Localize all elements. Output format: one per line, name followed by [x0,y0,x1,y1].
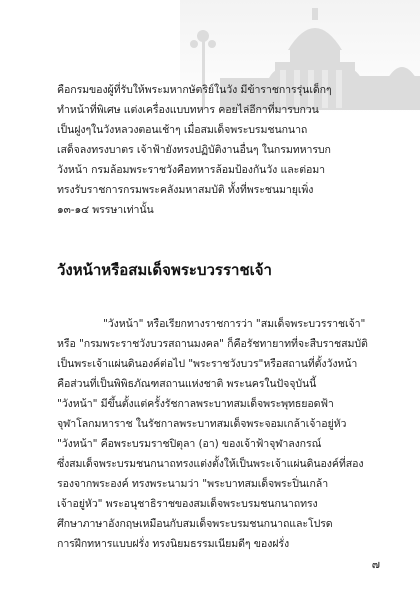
text-line: ศึกษาภาษาอังกฤษเหมือนกับสมเด็จพระบรมชนกนาถและโปรด [57,518,333,530]
text-line: ๑๓-๑๔ พรรษาเท่านั้น [57,204,154,216]
page-number: ๗ [371,558,380,571]
text-line: เสด็จลงทรงบาตร เจ้าฟ้ายังทรงปฏิบัติงานอื่นๆ ในกรมทหารบก [57,144,331,156]
text-line: การฝึกทหารแบบฝรั่ง ทรงนิยมธรรมเนียมดีๆ ของฝรั่ง [57,538,290,550]
text-line: "วังหน้า" มีขึ้นตั้งแต่ครั้งรัชกาลพระบาทสมเด็จพระพุทธยอดฟ้า [57,398,334,410]
text-line: "วังหน้า" หรือเรียกทางราชการว่า "สมเด็จพระบวรราชเจ้า" [103,318,366,330]
text-line: "วังหน้า" คือพระบรมราชปิตุลา (อา) ของเจ้าฟ้าจุฬาลงกรณ์ [57,438,322,450]
text-line: คือกรมของผู้ที่รับให้พระมหากษัตริย์ในวัง มีข้าราชการรุ่นเด็กๆ [57,84,332,96]
text-line: ซึ่งสมเด็จพระบรมชนกนาถทรงแต่งตั้งให้เป็นพระเจ้าแผ่นดินองค์ที่สอง [57,458,364,470]
section-heading: วังหน้าหรือสมเด็จพระบวรราชเจ้า [57,261,272,279]
text-line: ทรงรับราชการกรมพระคลังมหาสมบัติ ทั้งที่พระชนมายุเพิ่ง [57,184,314,196]
text-line: เป็นฝูงๆในวังหลวงตอนเช้าๆ เมื่อสมเด็จพระบรมชนกนาถ [57,124,308,136]
section-paragraph [57,314,377,554]
text-line: รองจากพระองค์ ทรงพระนามว่า "พระบาทสมเด็จพระปิ่นเกล้า [57,478,329,490]
text-line: คือส่วนที่เป็นพิพิธภัณฑสถานแห่งชาติ พระนครในปัจจุบันนี้ [57,378,317,390]
text-line: เป็นพระเจ้าแผ่นดินองค์ต่อไป "พระราชวังบวร"หรือสถานที่ตั้งวังหน้า [57,358,358,370]
text-line: ทำหน้าที่พิเศษ แต่งเครื่องแบบทหาร คอยไล่อีกาที่มารบกวน [57,104,319,116]
text-line: เจ้าอยู่หัว" พระอนุชาธิราชของสมเด็จพระบรมชนกนาถทรง [57,498,318,510]
text-line: จุฬาโลกมหาราช ในรัชกาลพระบาทสมเด็จพระจอมเกล้าเจ้าอยู่หัว [57,418,347,430]
text-line: วังหน้า กรมล้อมพระราชวังคือทหารล้อมป้องกันวัง และต่อมา [57,164,325,176]
intro-paragraph [57,80,377,220]
text-line: หรือ "กรมพระราชวังบวรสถานมงคล" ก็คือรัชทายาทที่จะสืบราชสมบัติ [57,338,368,350]
